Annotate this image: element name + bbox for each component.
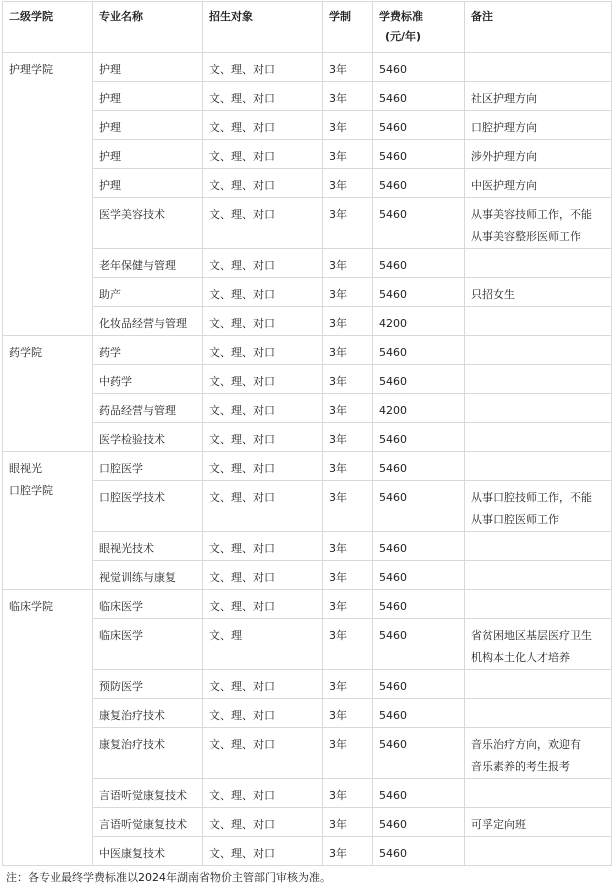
cell-remark [465,169,612,198]
cell-major: 护理 [93,111,203,140]
college-line: 护理学院 [9,63,53,76]
cell-remark [465,699,612,728]
table-row [3,82,612,111]
cell-target: 文、理、对口 [203,82,323,111]
cell-remark [465,249,612,278]
cell-fee: 5460 [373,111,465,140]
header-target: 招生对象 [203,2,323,53]
cell-fee: 5460 [373,452,465,481]
cell-college [3,452,93,590]
remark-line: 可孚定向班 [471,818,526,831]
remark-line: 社区护理方向 [471,92,537,105]
cell-fee: 5460 [373,808,465,837]
table-row [3,140,612,169]
table-row [3,452,612,481]
cell-fee: 5460 [373,481,465,532]
remark-line: 从事口腔医师工作 [471,513,559,526]
cell-duration: 3年 [323,307,373,336]
cell-target: 文、理、对口 [203,140,323,169]
cell-fee: 5460 [373,249,465,278]
remark-line: 涉外护理方向 [471,150,537,163]
table-row [3,249,612,278]
cell-target: 文、理、对口 [203,532,323,561]
cell-target: 文、理、对口 [203,423,323,452]
remark-line: 中医护理方向 [471,179,537,192]
table-row [3,728,612,779]
cell-major: 口腔医学 [93,452,203,481]
cell-remark [465,53,612,82]
cell-fee: 5460 [373,699,465,728]
cell-remark [465,336,612,365]
cell-fee: 5460 [373,670,465,699]
college-line: 口腔学院 [9,484,53,497]
table-body [3,53,612,866]
cell-duration: 3年 [323,619,373,670]
cell-target: 文、理、对口 [203,481,323,532]
cell-fee: 5460 [373,278,465,307]
header-fee-unit: (元/年) [385,30,422,43]
table-row [3,481,612,532]
cell-target: 文、理、对口 [203,336,323,365]
cell-fee: 5460 [373,365,465,394]
cell-college [3,590,93,866]
cell-fee: 5460 [373,169,465,198]
cell-duration: 3年 [323,779,373,808]
table-row [3,561,612,590]
cell-duration: 3年 [323,394,373,423]
cell-major: 视觉训练与康复 [93,561,203,590]
cell-remark [465,307,612,336]
cell-major: 老年保健与管理 [93,249,203,278]
cell-duration: 3年 [323,670,373,699]
table-row [3,336,612,365]
cell-remark [465,481,612,532]
cell-fee: 5460 [373,779,465,808]
table-row [3,779,612,808]
cell-duration: 3年 [323,336,373,365]
cell-fee: 5460 [373,532,465,561]
cell-remark [465,278,612,307]
cell-major: 临床医学 [93,619,203,670]
cell-duration: 3年 [323,82,373,111]
table-row [3,532,612,561]
cell-target: 文、理、对口 [203,53,323,82]
cell-fee: 5460 [373,82,465,111]
cell-target: 文、理、对口 [203,278,323,307]
table-row [3,365,612,394]
remark-line: 音乐治疗方向，欢迎有 [471,738,581,751]
header-college: 二级学院 [3,2,93,53]
cell-fee: 5460 [373,423,465,452]
cell-target: 文、理、对口 [203,111,323,140]
cell-target: 文、理、对口 [203,699,323,728]
cell-duration: 3年 [323,140,373,169]
cell-target: 文、理、对口 [203,808,323,837]
cell-fee: 4200 [373,307,465,336]
remark-line: 口腔护理方向 [471,121,537,134]
cell-target: 文、理、对口 [203,561,323,590]
cell-remark [465,365,612,394]
cell-duration: 3年 [323,423,373,452]
cell-remark [465,670,612,699]
header-remark: 备注 [465,2,612,53]
tuition-table [2,1,612,866]
table-row [3,837,612,866]
cell-remark [465,808,612,837]
table-row [3,53,612,82]
college-line: 临床学院 [9,600,53,613]
header-fee [373,2,465,53]
header-fee-label: 学费标准 [379,10,423,23]
cell-major: 化妆品经营与管理 [93,307,203,336]
cell-remark [465,619,612,670]
table-row [3,198,612,249]
table-row [3,699,612,728]
cell-fee: 5460 [373,561,465,590]
cell-duration: 3年 [323,808,373,837]
cell-fee: 5460 [373,619,465,670]
cell-duration: 3年 [323,699,373,728]
cell-target: 文、理 [203,619,323,670]
cell-major: 预防医学 [93,670,203,699]
cell-remark [465,111,612,140]
table-row [3,278,612,307]
cell-remark [465,728,612,779]
cell-duration: 3年 [323,728,373,779]
table-row [3,111,612,140]
table-row [3,307,612,336]
cell-duration: 3年 [323,278,373,307]
cell-duration: 3年 [323,561,373,590]
remark-line: 从事美容技师工作，不能 [471,208,592,221]
cell-duration: 3年 [323,169,373,198]
cell-target: 文、理、对口 [203,779,323,808]
footnote: 注：各专业最终学费标准以2024年湖南省物价主管部门审核为准。 [6,871,331,884]
cell-major: 药品经营与管理 [93,394,203,423]
cell-duration: 3年 [323,111,373,140]
cell-duration: 3年 [323,249,373,278]
table-row [3,590,612,619]
cell-fee: 5460 [373,140,465,169]
cell-remark [465,198,612,249]
cell-remark [465,779,612,808]
cell-fee: 5460 [373,837,465,866]
cell-remark [465,532,612,561]
cell-major: 医学检验技术 [93,423,203,452]
cell-fee: 4200 [373,394,465,423]
cell-remark [465,837,612,866]
cell-fee: 5460 [373,590,465,619]
cell-duration: 3年 [323,837,373,866]
cell-fee: 5460 [373,53,465,82]
cell-duration: 3年 [323,452,373,481]
table-header-row [3,2,612,53]
cell-major: 康复治疗技术 [93,728,203,779]
cell-remark [465,590,612,619]
cell-duration: 3年 [323,198,373,249]
cell-major: 言语听觉康复技术 [93,808,203,837]
cell-target: 文、理、对口 [203,198,323,249]
cell-major: 助产 [93,278,203,307]
cell-target: 文、理、对口 [203,249,323,278]
cell-major: 医学美容技术 [93,198,203,249]
cell-major: 药学 [93,336,203,365]
cell-remark [465,140,612,169]
table-row [3,619,612,670]
cell-duration: 3年 [323,481,373,532]
cell-target: 文、理、对口 [203,452,323,481]
remark-line: 省贫困地区基层医疗卫生 [471,629,592,642]
cell-fee: 5460 [373,336,465,365]
college-line: 眼视光 [9,462,42,475]
cell-duration: 3年 [323,365,373,394]
remark-line: 从事美容整形医师工作 [471,230,581,243]
college-line: 药学院 [9,346,42,359]
cell-target: 文、理、对口 [203,837,323,866]
remark-line: 从事口腔技师工作，不能 [471,491,592,504]
remark-line: 只招女生 [471,288,515,301]
table-row [3,423,612,452]
cell-major: 眼视光技术 [93,532,203,561]
cell-major: 临床医学 [93,590,203,619]
cell-major: 护理 [93,82,203,111]
cell-remark [465,82,612,111]
cell-major: 护理 [93,53,203,82]
remark-line: 机构本土化人才培养 [471,651,570,664]
cell-major: 中药学 [93,365,203,394]
cell-remark [465,394,612,423]
cell-college [3,336,93,452]
remark-line: 音乐素养的考生报考 [471,760,570,773]
table-row [3,169,612,198]
cell-major: 护理 [93,140,203,169]
cell-target: 文、理、对口 [203,590,323,619]
cell-major: 护理 [93,169,203,198]
cell-major: 中医康复技术 [93,837,203,866]
header-major: 专业名称 [93,2,203,53]
header-duration: 学制 [323,2,373,53]
table-row [3,394,612,423]
cell-duration: 3年 [323,532,373,561]
cell-target: 文、理、对口 [203,394,323,423]
cell-duration: 3年 [323,590,373,619]
cell-target: 文、理、对口 [203,307,323,336]
cell-major: 言语听觉康复技术 [93,779,203,808]
cell-remark [465,561,612,590]
cell-target: 文、理、对口 [203,365,323,394]
cell-major: 口腔医学技术 [93,481,203,532]
cell-college [3,53,93,336]
cell-remark [465,423,612,452]
cell-duration: 3年 [323,53,373,82]
cell-remark [465,452,612,481]
cell-target: 文、理、对口 [203,728,323,779]
cell-fee: 5460 [373,728,465,779]
table-row [3,670,612,699]
cell-major: 康复治疗技术 [93,699,203,728]
table-row [3,808,612,837]
cell-target: 文、理、对口 [203,169,323,198]
cell-fee: 5460 [373,198,465,249]
cell-target: 文、理、对口 [203,670,323,699]
